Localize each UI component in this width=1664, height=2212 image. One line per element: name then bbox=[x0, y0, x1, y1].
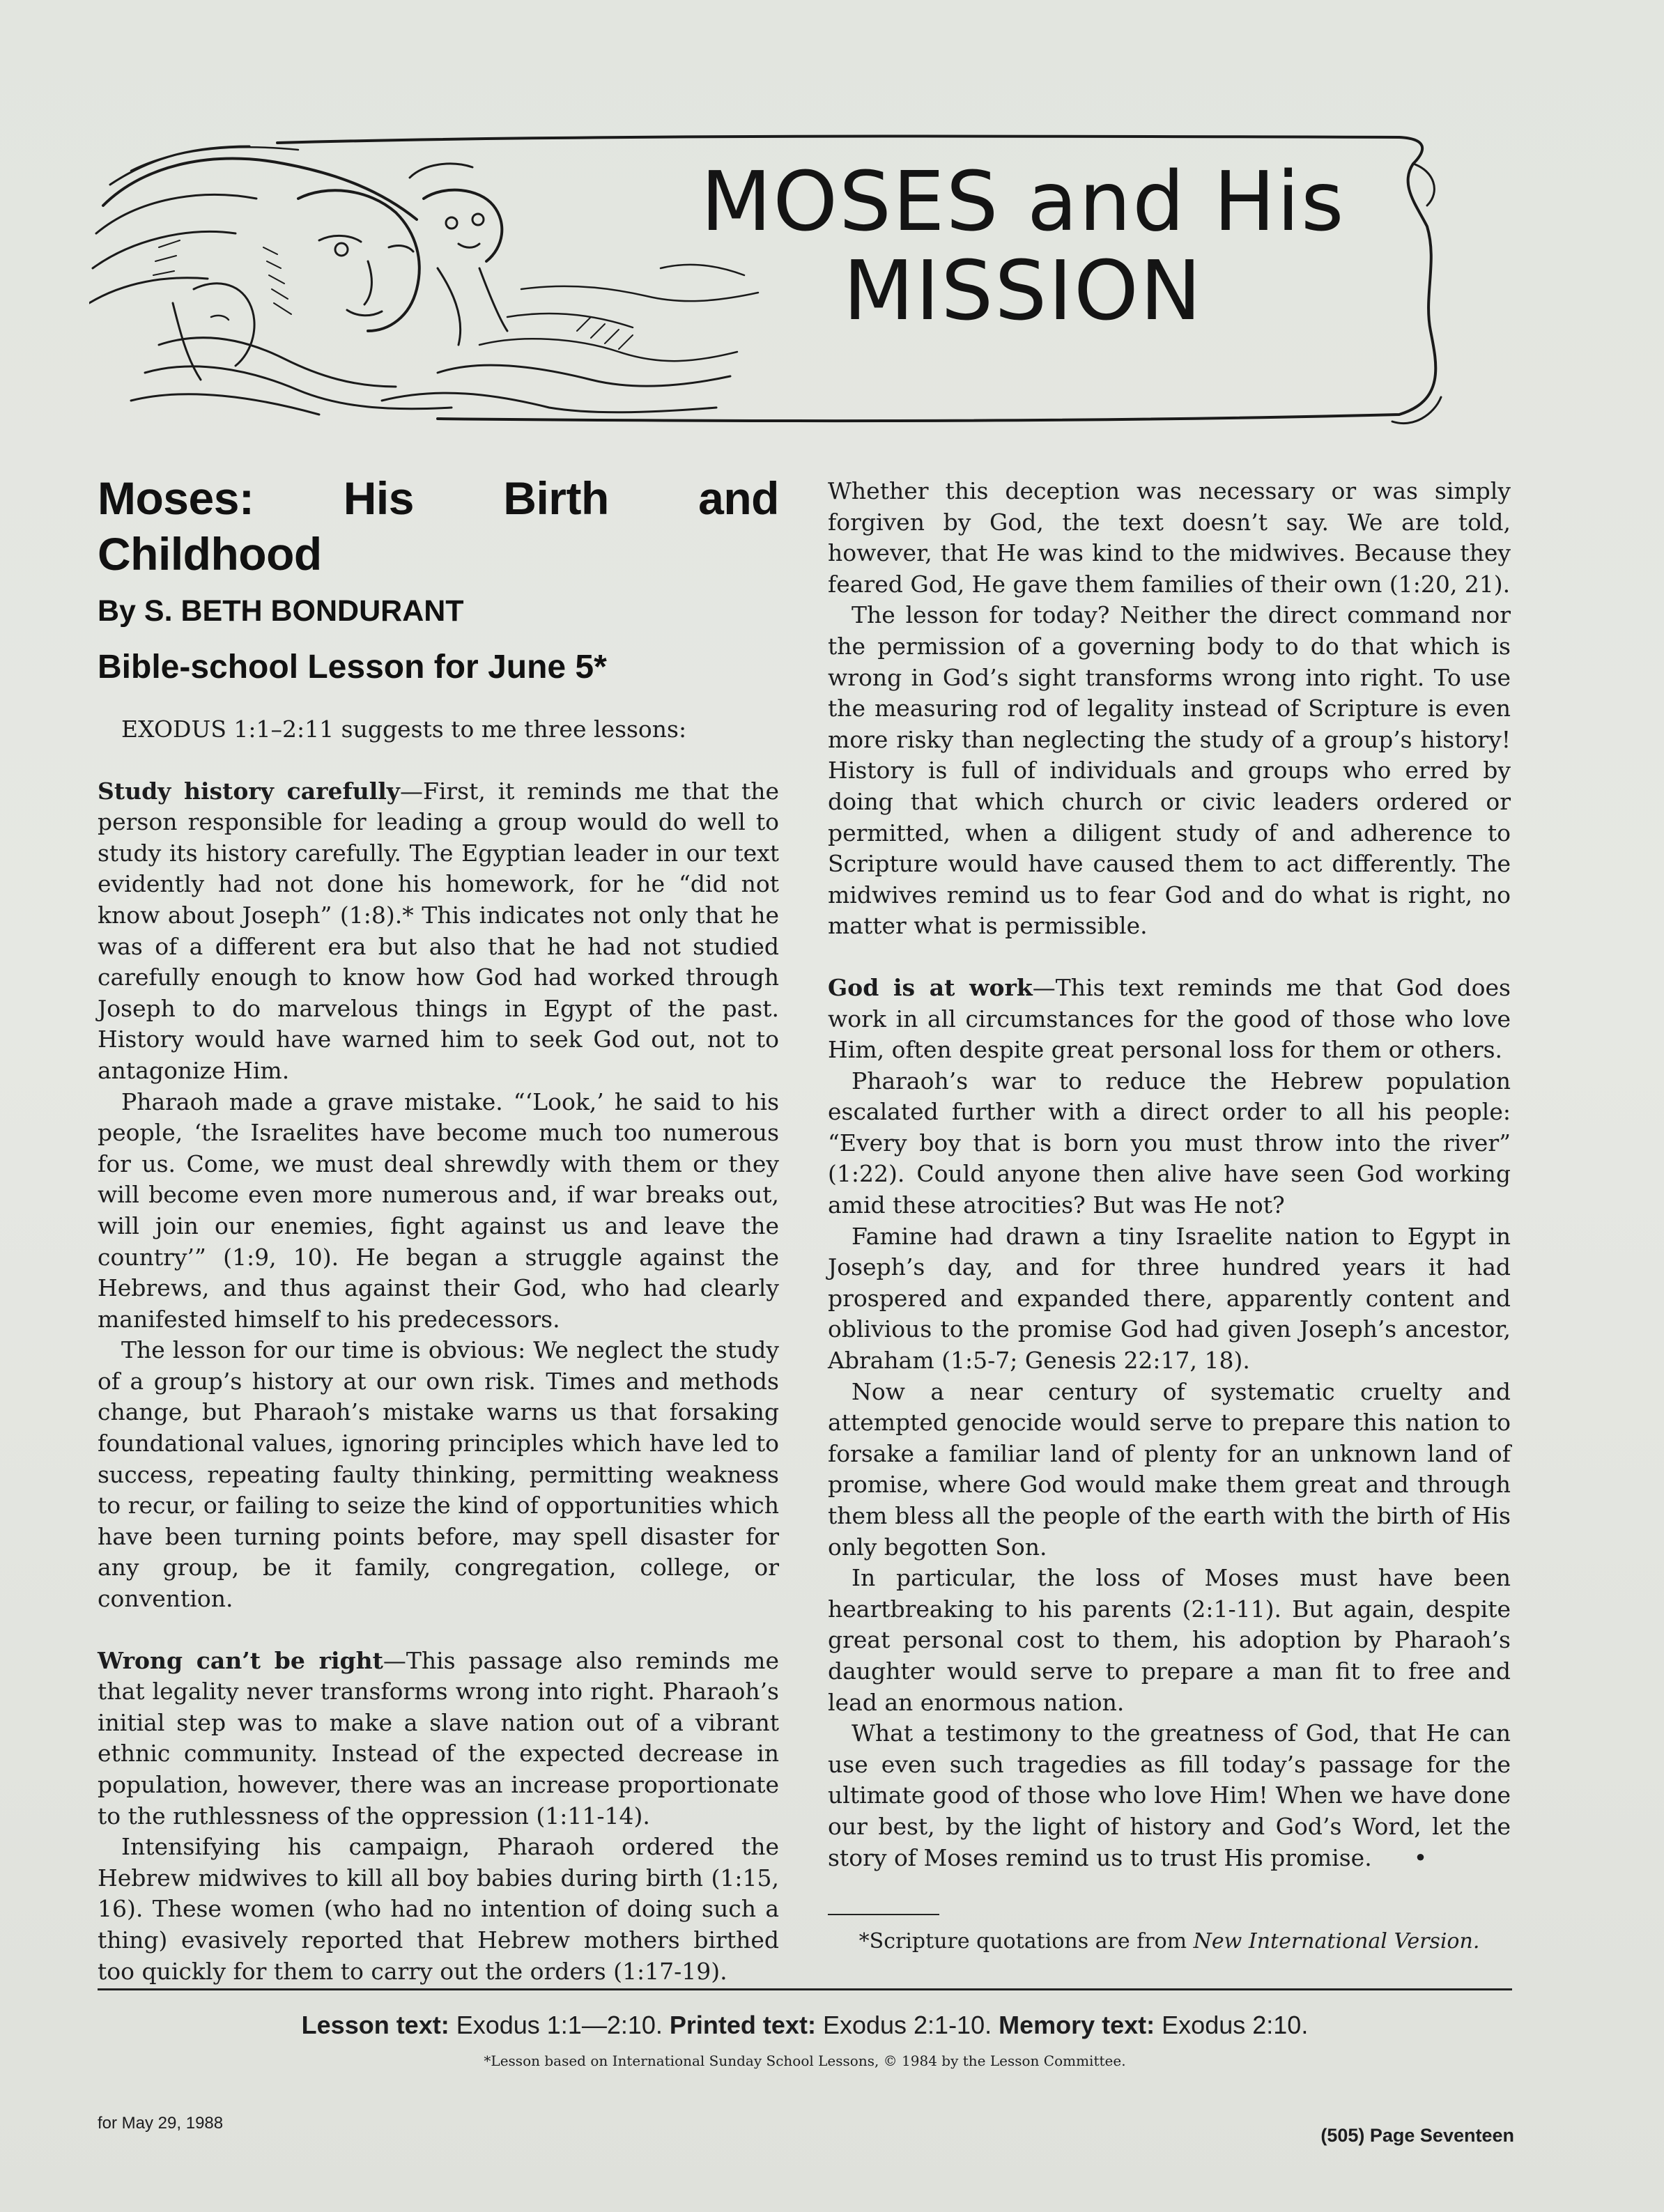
copyright-note: *Lesson based on International Sunday School Lessons, © 1984 by the Lesson Committee. bbox=[484, 2052, 1126, 2069]
lesson-heading: Bible-school Lesson for June 5* bbox=[98, 649, 607, 686]
section-heading: Wrong can’t be right bbox=[98, 1646, 383, 1674]
lesson-text-label: Lesson text: bbox=[301, 2011, 449, 2039]
section-heading: God is at work bbox=[828, 973, 1033, 1001]
footnote-version: New International Version. bbox=[1193, 1929, 1480, 1954]
end-mark: • bbox=[1413, 1843, 1428, 1871]
footnote-text: *Scripture quotations are from bbox=[858, 1929, 1194, 1954]
paragraph-text: —This text reminds me that God does work in all circumstances for the good of those who love Him, often despite great personal loss for them or others. bbox=[828, 973, 1511, 1064]
left-column bbox=[98, 470, 779, 1987]
paragraph: The lesson for our time is obvious: We neglect the study of a group’s history at our own risk. Times and methods change, but Pharaoh’s mistake warns us that forsaking foundational values, ignoring principles which have led to success, repeating faulty thinking, permitting weakness to recur, or failing to seize the kind of opportunities which have been turning points before, may spell disaster for any group, be it family, congregation, college, or convention. bbox=[98, 1336, 779, 1613]
printed-text-label: Printed text: bbox=[669, 2011, 816, 2039]
paragraph: The lesson for today? Neither the direct command nor the permission of a governing body to do that which is wrong in God’s sight transforms wrong into right. To use the measuring rod of legality instead of Scripture is even more risky than neglecting the study of a group’s history! History is full of individuals and groups who erred by doing that which church or civic leaders ordered or permitted, when a diligent study of and adherence to Scripture would have caused them to act differently. The midwives remind us to fear God and do what is right, no matter what is permissible. bbox=[828, 601, 1511, 940]
paragraph: Famine had drawn a tiny Israelite nation to Egypt in Joseph’s day, and for three hundred years it had prospered and expanded there, apparently content and oblivious to the promise God had given Joseph’s ancestor, Abraham (1:5-7; Genesis 22:17, 18). bbox=[828, 1222, 1511, 1375]
paragraph: Now a near century of systematic cruelty and attempted genocide would serve to prepare this nation to forsake a familiar land of plenty for an unknown land of promise, where God would make them great and through them bless all the people of the earth with the birth of His only begotten Son. bbox=[828, 1377, 1511, 1561]
memory-text-value: Exodus 2:10. bbox=[1155, 2011, 1309, 2039]
banner-title-line2: MISSION bbox=[842, 242, 1203, 339]
title-banner bbox=[89, 122, 1504, 435]
issue-date: for May 29, 1988 bbox=[98, 2114, 224, 2133]
lesson-texts-line bbox=[98, 2008, 1512, 2043]
paragraph: Pharaoh made a grave mistake. “‘Look,’ he said to his people, ‘the Israelites have become much too numerous for us. Come, we must deal shrewdly with them or they will become even more numerous and, if war breaks out, will join our enemies, fight against us and leave the country’” (1:9, 10). He began a struggle against the Hebrews, and thus against their God, who had clearly manifested himself to his predecessors. bbox=[98, 1088, 779, 1333]
paragraph: Whether this deception was necessary or was simply forgiven by God, the text doesn’t say. We are told, however, that He was kind to the midwives. Because they feared God, He gave them families of their own (1:20, 21). bbox=[828, 477, 1511, 598]
paragraph-text: —This passage also reminds me that legality never transforms wrong into right. Pharaoh’s initial step was to make a slave nation out of a vibrant ethnic community. Instead of the expected decrease in population, however, there was an increase proportionate to the ruthlessness of the oppression (1:11-14). bbox=[98, 1646, 780, 1830]
paragraph: In particular, the loss of Moses must have been heartbreaking to his parents (2:1-11). But again, despite great personal cost to them, his adoption by Pharaoh’s daughter would serve to prepare a man fit to free and lead an enormous nation. bbox=[828, 1564, 1511, 1716]
memory-text-label: Memory text: bbox=[999, 2011, 1155, 2039]
section-study-history bbox=[98, 776, 779, 1087]
banner-title-line1: MOSES and His bbox=[700, 153, 1346, 249]
scripture-footnote bbox=[828, 1928, 1511, 1956]
paragraph-text: —First, it reminds me that the person responsible for leading a group would do well to study its history carefully. The Egyptian leader in our text evidently had not done his homework, for he “did not know about Joseph” (1:8).* This indicates not only that he was of a different era but also that he had not studied carefully enough to know how God had worked through Joseph to do marvelous things in Egypt of the past. History would have warned him to seek God out, not to antagonize Him. bbox=[98, 777, 779, 1084]
byline: By S. BETH BONDURANT bbox=[98, 594, 464, 628]
article-title: Moses: His Birth and Childhood bbox=[98, 472, 779, 580]
intro-paragraph: EXODUS 1:1–2:11 suggests to me three lessons: bbox=[121, 716, 687, 743]
paragraph-text: What a testimony to the greatness of God, that He can use even such tragedies as fill today’s passage for the ultimate good of those who love Him! When we have done our best, by the light of history and God’s Word, let the story of Moses remind us to trust His promise. bbox=[828, 1719, 1511, 1871]
right-column bbox=[828, 476, 1511, 1956]
paragraph: Pharaoh’s war to reduce the Hebrew population escalated further with a direct order to all his people: “Every boy that is born you must throw into the river” (1:22). Could anyone then alive have seen God working amid these atrocities? But was He not? bbox=[828, 1067, 1511, 1219]
printed-text-value: Exodus 2:1-10. bbox=[815, 2011, 999, 2039]
lesson-text-value: Exodus 1:1—2:10. bbox=[449, 2011, 670, 2039]
section-wrong-cant-be-right bbox=[98, 1646, 779, 1832]
paragraph: Intensifying his campaign, Pharaoh ordered the Hebrew midwives to kill all boy babies during birth (1:15, 16). These women (who had no intention of doing such a thing) evasively reported that Hebrew mothers birthed too quickly for them to carry out the orders (1:17-19). bbox=[98, 1833, 779, 1985]
closing-paragraph bbox=[828, 1718, 1511, 1873]
section-heading: Study history carefully bbox=[98, 777, 400, 805]
page-number: (505) Page Seventeen bbox=[1320, 2125, 1514, 2146]
banner-title bbox=[605, 153, 1441, 339]
section-god-is-at-work bbox=[828, 973, 1511, 1066]
footnote-divider bbox=[828, 1914, 939, 1915]
bottom-divider bbox=[98, 1988, 1512, 1990]
